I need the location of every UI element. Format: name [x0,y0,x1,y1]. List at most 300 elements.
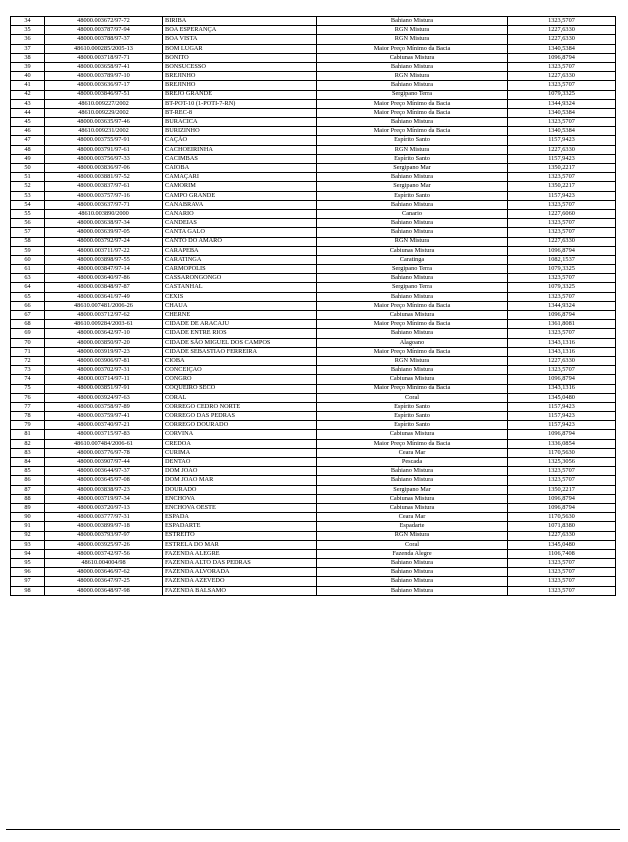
price-value: 1096,8794 [508,494,616,503]
field-name: CASTANHAL [163,283,317,292]
footer-rule [6,829,620,830]
reference-oil: Bahiano Mistura [317,467,508,476]
process-number: 48000.003714/97-11 [45,375,163,384]
process-number: 48000.003646/97-62 [45,568,163,577]
table-row [11,265,616,274]
price-value: 1323,5707 [508,274,616,283]
table-row [11,522,616,531]
reference-oil: Bahiano Mistura [317,586,508,595]
reference-oil: Ceara Mar [317,448,508,457]
price-value: 1079,3325 [508,283,616,292]
table-row [11,402,616,411]
field-name: FAZENDA ALEGRE [163,549,317,558]
price-value: 1350,2217 [508,164,616,173]
process-number: 48000.003850/97-20 [45,338,163,347]
field-name: BOA ESPERANÇA [163,26,317,35]
process-number: 48610.007484/2006-61 [45,439,163,448]
price-value: 1340,5384 [508,108,616,117]
field-name: ENCHOVA OESTE [163,503,317,512]
row-number: 66 [11,301,45,310]
row-number: 37 [11,44,45,53]
row-number: 92 [11,531,45,540]
price-value: 1336,0854 [508,439,616,448]
reference-oil: Maior Preço Mínimo da Bacia [317,127,508,136]
reference-oil: Maior Preço Mínimo da Bacia [317,301,508,310]
field-name: BT-POT-10 (1-POTI-7-RN) [163,99,317,108]
reference-oil: RGN Mistura [317,237,508,246]
reference-oil: Bahiano Mistura [317,329,508,338]
table-row [11,35,616,44]
process-number: 48610.004004/98 [45,559,163,568]
price-value: 1323,5707 [508,292,616,301]
price-value: 1079,3325 [508,90,616,99]
reference-oil: Bahiano Mistura [317,228,508,237]
field-name: CHERNE [163,311,317,320]
row-number: 54 [11,200,45,209]
field-name: BONSUCESSO [163,62,317,71]
table-row [11,237,616,246]
process-number: 48000.003906/97-81 [45,356,163,365]
process-number: 48000.003642/97-10 [45,329,163,338]
table-row [11,421,616,430]
table-row [11,439,616,448]
field-name: BURACICA [163,118,317,127]
row-number: 39 [11,62,45,71]
field-name: CIOBA [163,356,317,365]
row-number: 42 [11,90,45,99]
reference-oil: Bahiano Mistura [317,173,508,182]
process-number: 48000.003755/97-91 [45,136,163,145]
reference-oil: Maior Preço Mínimo da Bacia [317,99,508,108]
reference-oil: Sergipano Mar [317,164,508,173]
price-value: 1096,8794 [508,246,616,255]
price-value: 1082,1537 [508,255,616,264]
price-value: 1343,1316 [508,347,616,356]
reference-oil: Bahiano Mistura [317,274,508,283]
process-number: 48000.003638/97-34 [45,219,163,228]
field-name: FAZENDA BALSAMO [163,586,317,595]
row-number: 93 [11,540,45,549]
reference-oil: Espírito Santo [317,421,508,430]
table-row [11,136,616,145]
row-number: 50 [11,164,45,173]
reference-oil: Cabiunas Mistura [317,375,508,384]
price-value: 1361,8081 [508,320,616,329]
price-value: 1170,5630 [508,448,616,457]
process-number: 48000.003837/97-61 [45,182,163,191]
reference-oil: Cabiunas Mistura [317,53,508,62]
process-number: 48000.003848/97-87 [45,283,163,292]
price-value: 1096,8794 [508,311,616,320]
process-number: 48000.003711/97-22 [45,246,163,255]
field-name: CANTA GALO [163,228,317,237]
table-row [11,320,616,329]
field-name: BT-REC-8 [163,108,317,117]
process-number: 48000.003647/97-25 [45,577,163,586]
field-name: CHAUA [163,301,317,310]
process-number: 48000.003742/97-56 [45,549,163,558]
field-name: CANTO DO AMARO [163,237,317,246]
row-number: 53 [11,191,45,200]
process-number: 48000.003791/97-61 [45,145,163,154]
table-row [11,108,616,117]
reference-oil: Pescada [317,458,508,467]
process-number: 48610.009227/2002 [45,99,163,108]
row-number: 94 [11,549,45,558]
table-row [11,329,616,338]
process-number: 48000.003924/97-63 [45,393,163,402]
price-value: 1323,5707 [508,118,616,127]
table-row [11,366,616,375]
table-row [11,200,616,209]
process-number: 48000.003925/97-26 [45,540,163,549]
table-row [11,81,616,90]
row-number: 95 [11,559,45,568]
reference-oil: Bahiano Mistura [317,476,508,485]
process-number: 48000.003838/97-23 [45,485,163,494]
field-name: BONITO [163,53,317,62]
reference-oil: Espadarte [317,522,508,531]
field-name: CORAL [163,393,317,402]
process-number: 48000.003637/97-71 [45,200,163,209]
field-name: FAZENDA ALTO DAS PEDRAS [163,559,317,568]
price-value: 1345,0480 [508,393,616,402]
reference-oil: RGN Mistura [317,72,508,81]
process-number: 48610.003890/2000 [45,209,163,218]
table-row [11,448,616,457]
field-name: CAÇÃO [163,136,317,145]
price-value: 1323,5707 [508,200,616,209]
process-number: 48000.003787/97-94 [45,26,163,35]
reference-oil: Bahiano Mistura [317,366,508,375]
field-name: CARATINGA [163,255,317,264]
reference-oil: Bahiano Mistura [317,118,508,127]
field-name: CAIOBA [163,164,317,173]
row-number: 56 [11,219,45,228]
price-value: 1350,2217 [508,485,616,494]
field-name: CIDADE SÃO MIGUEL DOS CAMPOS [163,338,317,347]
price-value: 1157,9423 [508,421,616,430]
field-name: BIRIBA [163,17,317,26]
field-name: CONCEIÇAO [163,366,317,375]
price-value: 1323,5707 [508,329,616,338]
field-name: CACHOEIRINHA [163,145,317,154]
process-number: 48000.003899/97-18 [45,522,163,531]
process-number: 48000.003720/97-13 [45,503,163,512]
reference-oil: Espírito Santo [317,154,508,163]
field-name: CARAPEBA [163,246,317,255]
reference-oil: Maior Preço Mínimo da Bacia [317,320,508,329]
field-name: CARMOPOLIS [163,265,317,274]
reference-oil: Bahiano Mistura [317,62,508,71]
process-number: 48000.003759/97-41 [45,412,163,421]
reference-oil: Bahiano Mistura [317,577,508,586]
row-number: 79 [11,421,45,430]
price-value: 1157,9423 [508,412,616,421]
process-number: 48000.003846/97-51 [45,90,163,99]
row-number: 77 [11,402,45,411]
row-number: 84 [11,458,45,467]
price-value: 1323,5707 [508,81,616,90]
row-number: 36 [11,35,45,44]
process-number: 48000.003740/97-21 [45,421,163,430]
field-name: DENTAO [163,458,317,467]
row-number: 46 [11,127,45,136]
field-name: CURIMA [163,448,317,457]
table-row [11,191,616,200]
price-value: 1227,6330 [508,356,616,365]
price-value: 1227,6330 [508,72,616,81]
row-number: 88 [11,494,45,503]
field-name: FAZENDA AZEVEDO [163,577,317,586]
row-number: 45 [11,118,45,127]
process-number: 48000.003788/97-37 [45,35,163,44]
process-number: 48610.007481/2006-26 [45,301,163,310]
price-value: 1170,5630 [508,513,616,522]
field-name: BURIZINHO [163,127,317,136]
field-name: CACIMBAS [163,154,317,163]
table-row [11,90,616,99]
price-value: 1227,6330 [508,531,616,540]
table-row [11,219,616,228]
process-number: 48000.003836/97-06 [45,164,163,173]
table-row [11,26,616,35]
row-number: 55 [11,209,45,218]
process-number: 48000.003793/97-97 [45,531,163,540]
price-value: 1325,3056 [508,458,616,467]
reference-oil: Sergipano Mar [317,182,508,191]
row-number: 49 [11,154,45,163]
price-value: 1323,5707 [508,568,616,577]
row-number: 61 [11,265,45,274]
table-row [11,485,616,494]
price-value: 1227,6330 [508,26,616,35]
row-number: 75 [11,384,45,393]
field-name: BOA VISTA [163,35,317,44]
table-row [11,17,616,26]
reference-oil: Alagoano [317,338,508,347]
process-number: 48000.003719/97-34 [45,494,163,503]
field-name: CAMPO GRANDE [163,191,317,200]
process-number: 48000.003777/97-31 [45,513,163,522]
table-row [11,53,616,62]
table-row [11,228,616,237]
reference-oil: Espírito Santo [317,136,508,145]
reference-oil: Sergipano Mar [317,485,508,494]
row-number: 74 [11,375,45,384]
price-value: 1323,5707 [508,577,616,586]
table-row [11,384,616,393]
field-name: CANARIO [163,209,317,218]
table-row [11,301,616,310]
table-row [11,375,616,384]
price-value: 1157,9423 [508,154,616,163]
price-value: 1157,9423 [508,136,616,145]
price-value: 1323,5707 [508,559,616,568]
reference-oil: Maior Preço Mínimo da Bacia [317,108,508,117]
table-row [11,549,616,558]
table-row [11,356,616,365]
row-number: 60 [11,255,45,264]
field-name: BREJINHO [163,72,317,81]
field-name: ENCHOVA [163,494,317,503]
process-number: 48000.003672/97-72 [45,17,163,26]
reference-oil: RGN Mistura [317,35,508,44]
price-value: 1106,7408 [508,549,616,558]
field-name: CORREGO DOURADO [163,421,317,430]
reference-oil: Maior Preço Mínimo da Bacia [317,44,508,53]
table-row [11,430,616,439]
row-number: 78 [11,412,45,421]
row-number: 98 [11,586,45,595]
reference-oil: Maior Preço Mínimo da Bacia [317,347,508,356]
price-value: 1323,5707 [508,62,616,71]
field-name: CIDADE ENTRE RIOS [163,329,317,338]
table-body [11,17,616,596]
table-row [11,476,616,485]
row-number: 58 [11,237,45,246]
price-value: 1157,9423 [508,402,616,411]
process-number: 48000.003847/97-14 [45,265,163,274]
process-number: 48000.003907/97-44 [45,458,163,467]
field-name: BOM LUGAR [163,44,317,53]
table-row [11,577,616,586]
table-row [11,44,616,53]
process-number: 48000.003635/97-46 [45,118,163,127]
table-row [11,311,616,320]
field-name: CASSARONGONGO [163,274,317,283]
price-value: 1344,9324 [508,99,616,108]
table-row [11,164,616,173]
field-name: DOURADO [163,485,317,494]
process-number: 48000.003757/97-16 [45,191,163,200]
row-number: 85 [11,467,45,476]
process-number: 48000.003648/97-98 [45,586,163,595]
row-number: 87 [11,485,45,494]
table-row [11,559,616,568]
field-name: COQUEIRO SECO [163,384,317,393]
row-number: 89 [11,503,45,512]
price-value: 1157,9423 [508,191,616,200]
field-name: CAMAÇARI [163,173,317,182]
reference-oil: Fazenda Alegre [317,549,508,558]
process-number: 48000.003636/97-17 [45,81,163,90]
table-row [11,62,616,71]
fields-table [10,16,616,596]
process-number: 48000.003898/97-55 [45,255,163,264]
table-row [11,283,616,292]
process-number: 48610.009229/2002 [45,108,163,117]
row-number: 68 [11,320,45,329]
row-number: 59 [11,246,45,255]
reference-oil: Coral [317,393,508,402]
process-number: 48000.003881/97-52 [45,173,163,182]
process-number: 48000.003658/97-41 [45,62,163,71]
price-value: 1079,3325 [508,265,616,274]
table-row [11,458,616,467]
reference-oil: Bahiano Mistura [317,219,508,228]
price-value: 1227,6330 [508,35,616,44]
field-name: DOM JOAO [163,467,317,476]
process-number: 48000.003718/97-71 [45,53,163,62]
reference-oil: Bahiano Mistura [317,200,508,209]
table-row [11,127,616,136]
table-row [11,99,616,108]
row-number: 57 [11,228,45,237]
reference-oil: Sergipano Terra [317,265,508,274]
row-number: 73 [11,366,45,375]
table-row [11,412,616,421]
price-value: 1323,5707 [508,586,616,595]
reference-oil: Cabiunas Mistura [317,503,508,512]
field-name: CONGRO [163,375,317,384]
reference-oil: Cabiunas Mistura [317,494,508,503]
field-name: ESPADA [163,513,317,522]
field-name: CANDEIAS [163,219,317,228]
field-name: FAZENDA ALVORADA [163,568,317,577]
row-number: 47 [11,136,45,145]
table-row [11,540,616,549]
row-number: 96 [11,568,45,577]
row-number: 65 [11,292,45,301]
row-number: 83 [11,448,45,457]
table-row [11,118,616,127]
table-row [11,467,616,476]
reference-oil: Cabiunas Mistura [317,430,508,439]
table-row [11,338,616,347]
reference-oil: RGN Mistura [317,145,508,154]
table-row [11,255,616,264]
reference-oil: Coral [317,540,508,549]
table-row [11,246,616,255]
row-number: 64 [11,283,45,292]
row-number: 67 [11,311,45,320]
table-row [11,72,616,81]
process-number: 48000.003919/97-23 [45,347,163,356]
table-row [11,173,616,182]
field-name: BREJINHO [163,81,317,90]
reference-oil: Bahiano Mistura [317,559,508,568]
price-value: 1323,5707 [508,228,616,237]
field-name: CANABRAVA [163,200,317,209]
row-number: 40 [11,72,45,81]
row-number: 38 [11,53,45,62]
table-row [11,586,616,595]
row-number: 44 [11,108,45,117]
process-number: 48000.003712/97-62 [45,311,163,320]
row-number: 70 [11,338,45,347]
reference-oil: RGN Mistura [317,531,508,540]
price-value: 1323,5707 [508,467,616,476]
price-value: 1096,8794 [508,53,616,62]
row-number: 71 [11,347,45,356]
field-name: CREDOA [163,439,317,448]
process-number: 48610.009231/2002 [45,127,163,136]
price-value: 1227,6060 [508,209,616,218]
process-number: 48000.003792/97-24 [45,237,163,246]
table-row [11,347,616,356]
table-row [11,531,616,540]
reference-oil: Caratinga [317,255,508,264]
reference-oil: Maior Preço Mínimo da Bacia [317,439,508,448]
table-row [11,503,616,512]
row-number: 48 [11,145,45,154]
row-number: 35 [11,26,45,35]
reference-oil: Bahiano Mistura [317,81,508,90]
reference-oil: Maior Preço Mínimo da Bacia [317,384,508,393]
price-value: 1323,5707 [508,219,616,228]
row-number: 43 [11,99,45,108]
